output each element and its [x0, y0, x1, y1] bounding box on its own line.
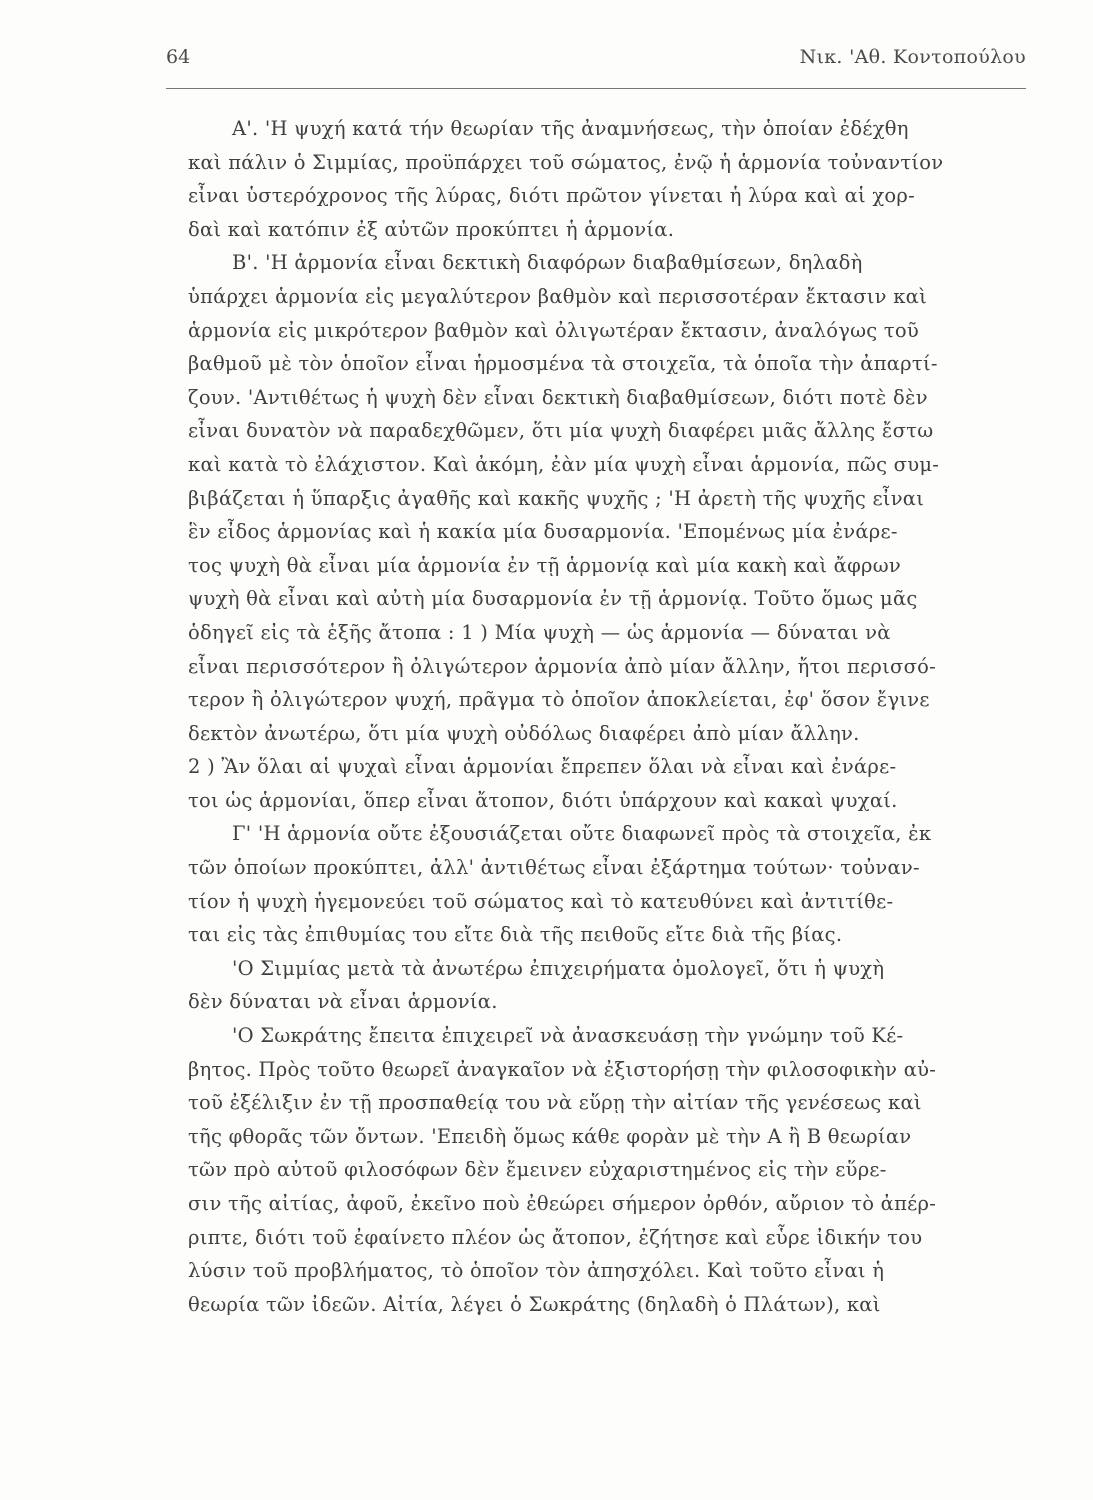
- text-line: 'Ο Σωκράτης ἔπειτα ἐπιχειρεῖ νὰ ἀνασκευάσῃ τὴν γνώμην τοῦ Κέ-: [232, 1024, 904, 1048]
- text-line: ται εἰς τὰς ἐπιθυμίας του εἴτε διὰ τῆς πειθοῦς εἴτε διὰ τῆς βίας.: [188, 923, 843, 947]
- text-line: βιβάζεται ἡ ὕπαρξις ἀγαθῆς καὶ κακῆς ψυχῆς ; 'Η ἀρετὴ τῆς ψυχῆς εἶναι: [188, 486, 925, 510]
- text-line: Α'. 'Η ψυχή κατά τήν θεωρίαν τῆς ἀναμνήσεως, τὴν ὁποίαν ἐδέχθη: [232, 117, 909, 140]
- text-line: τερον ἢ ὀλιγώτερον ψυχή, πρᾶγμα τὸ ὁποῖον ἀποκλείεται, ἐφ' ὅσον ἔγινε: [188, 688, 930, 712]
- running-head: Νικ. 'Αθ. Κοντοπούλου: [799, 46, 1026, 68]
- page-header: [166, 42, 1026, 82]
- text-line: ἓν εἶδος ἁρμονίας καὶ ἡ κακία μία δυσαρμονία. 'Επομένως μία ἐνάρε-: [188, 520, 898, 544]
- text-line: καὶ κατὰ τὸ ἐλάχιστον. Καὶ ἀκόμη, ἐὰν μία ψυχὴ εἶναι ἁρμονία, πῶς συμ-: [188, 452, 940, 476]
- text-line: δεκτὸν ἀνωτέρω, ὅτι μία ψυχὴ οὐδόλως διαφέρει ἀπὸ μίαν ἄλλην.: [188, 721, 860, 745]
- text-line: ὁδηγεῖ εἰς τὰ ἑξῆς ἄτοπα : 1 ) Μία ψυχὴ — ὡς ἁρμονία — δύναται νὰ: [188, 620, 891, 644]
- text-line: τοι ὡς ἁρμονίαι, ὅπερ εἶναι ἄτοπον, διότι ὑπάρχουν καὶ κακαὶ ψυχαί.: [188, 788, 898, 812]
- text-line: τίον ἡ ψυχὴ ἡγεμονεύει τοῦ σώματος καὶ τὸ κατευθύνει καὶ ἀντιτίθε-: [188, 889, 894, 913]
- text-line: ψυχὴ θὰ εἶναι καὶ αὐτὴ μία δυσαρμονία ἐν τῇ ἁρμονίᾳ. Τοῦτο ὅμως μᾶς: [188, 587, 918, 611]
- text-line: Β'. 'Η ἁρμονία εἶναι δεκτικὴ διαφόρων διαβαθμίσεων, δηλαδὴ: [232, 251, 863, 275]
- text-line: βητος. Πρὸς τοῦτο θεωρεῖ ἀναγκαῖον νὰ ἐξιστορήσῃ τὴν φιλοσοφικὴν αὐ-: [188, 1057, 937, 1081]
- text-line: ζουν. 'Αντιθέτως ἡ ψυχὴ δὲν εἶναι δεκτικὴ διαβαθμίσεων, διότι ποτὲ δὲν: [188, 385, 928, 409]
- text-line: εἶναι δυνατὸν νὰ παραδεχθῶμεν, ὅτι μία ψυχὴ διαφέρει μιᾶς ἄλλης ἔστω: [188, 419, 934, 443]
- page-number: 64: [166, 46, 191, 68]
- text-line: δὲν δύναται νὰ εἶναι ἁρμονία.: [188, 990, 498, 1014]
- text-line: θεωρία τῶν ἰδεῶν. Αἰτία, λέγει ὁ Σωκράτης (δηλαδὴ ὁ Πλάτων), καὶ: [188, 1292, 881, 1316]
- text-line: δαὶ καὶ κατόπιν ἐξ αὐτῶν προκύπτει ἡ ἁρμονία.: [188, 217, 675, 241]
- text-line: ριπτε, διότι τοῦ ἐφαίνετο πλέον ὡς ἄτοπον, ἐζήτησε καὶ εὗρε ἰδικήν του: [188, 1225, 923, 1249]
- text-line: τῆς φθορᾶς τῶν ὄντων. 'Επειδὴ ὅμως κάθε φορὰν μὲ τὴν Α ἢ Β θεωρίαν: [188, 1124, 912, 1148]
- text-line: λύσιν τοῦ προβλήματος, τὸ ὁποῖον τὸν ἀπησχόλει. Καὶ τοῦτο εἶναι ἡ: [188, 1259, 885, 1283]
- text-line: τῶν ὁποίων προκύπτει, ἀλλ' ἀντιθέτως εἶναι ἐξάρτημα τούτων· τοὐναν-: [188, 856, 920, 880]
- body-text: [188, 112, 1038, 1321]
- text-line: βαθμοῦ μὲ τὸν ὁποῖον εἶναι ἡρμοσμένα τὰ στοιχεῖα, τὰ ὁποῖα τὴν ἀπαρτί-: [188, 352, 938, 376]
- text-line: ὑπάρχει ἁρμονία εἰς μεγαλύτερον βαθμὸν καὶ περισσοτέραν ἔκτασιν καὶ: [188, 284, 927, 308]
- text-line: τῶν πρὸ αὐτοῦ φιλοσόφων δὲν ἔμεινεν εὐχαριστημένος εἰς τὴν εὕρε-: [188, 1158, 887, 1182]
- text-line: ἁρμονία εἰς μικρότερον βαθμὸν καὶ ὀλιγωτέραν ἔκτασιν, ἀναλόγως τοῦ: [188, 318, 920, 342]
- header-rule: [166, 88, 1026, 89]
- text-line: καὶ πάλιν ὁ Σιμμίας, προϋπάρχει τοῦ σώματος, ἐνῷ ἡ ἁρμονία τοὐναντίον: [188, 150, 944, 174]
- text-line: 2 ) Ἂν ὅλαι αἱ ψυχαὶ εἶναι ἁρμονίαι ἔπρεπεν ὅλαι νὰ εἶναι καὶ ἐνάρε-: [188, 755, 897, 779]
- text-line: 'Ο Σιμμίας μετὰ τὰ ἀνωτέρω ἐπιχειρήματα ὁμολογεῖ, ὅτι ἡ ψυχὴ: [232, 956, 885, 980]
- text-line: εἶναι περισσότερον ἢ ὀλιγώτερον ἁρμονία ἀπὸ μίαν ἄλλην, ἤτοι περισσό-: [188, 654, 936, 678]
- text-line: τοῦ ἐξέλιξιν ἐν τῇ προσπαθείᾳ του νὰ εὕρῃ τὴν αἰτίαν τῆς γενέσεως καὶ: [188, 1091, 922, 1115]
- text-line: Γ' 'Η ἁρμονία οὔτε ἐξουσιάζεται οὔτε διαφωνεῖ πρὸς τὰ στοιχεῖα, ἐκ: [232, 822, 932, 846]
- text-line: τος ψυχὴ θὰ εἶναι μία ἁρμονία ἐν τῇ ἁρμονίᾳ καὶ μία κακὴ καὶ ἄφρων: [188, 553, 901, 577]
- text-line: εἶναι ὑστερόχρονος τῆς λύρας, διότι πρῶτον γίνεται ἡ λύρα καὶ αἱ χορ-: [188, 184, 915, 208]
- text-line: σιν τῆς αἰτίας, ἀφοῦ, ἐκεῖνο ποὺ ἐθεώρει σήμερον ὀρθόν, αὔριον τὸ ἀπέρ-: [188, 1192, 937, 1215]
